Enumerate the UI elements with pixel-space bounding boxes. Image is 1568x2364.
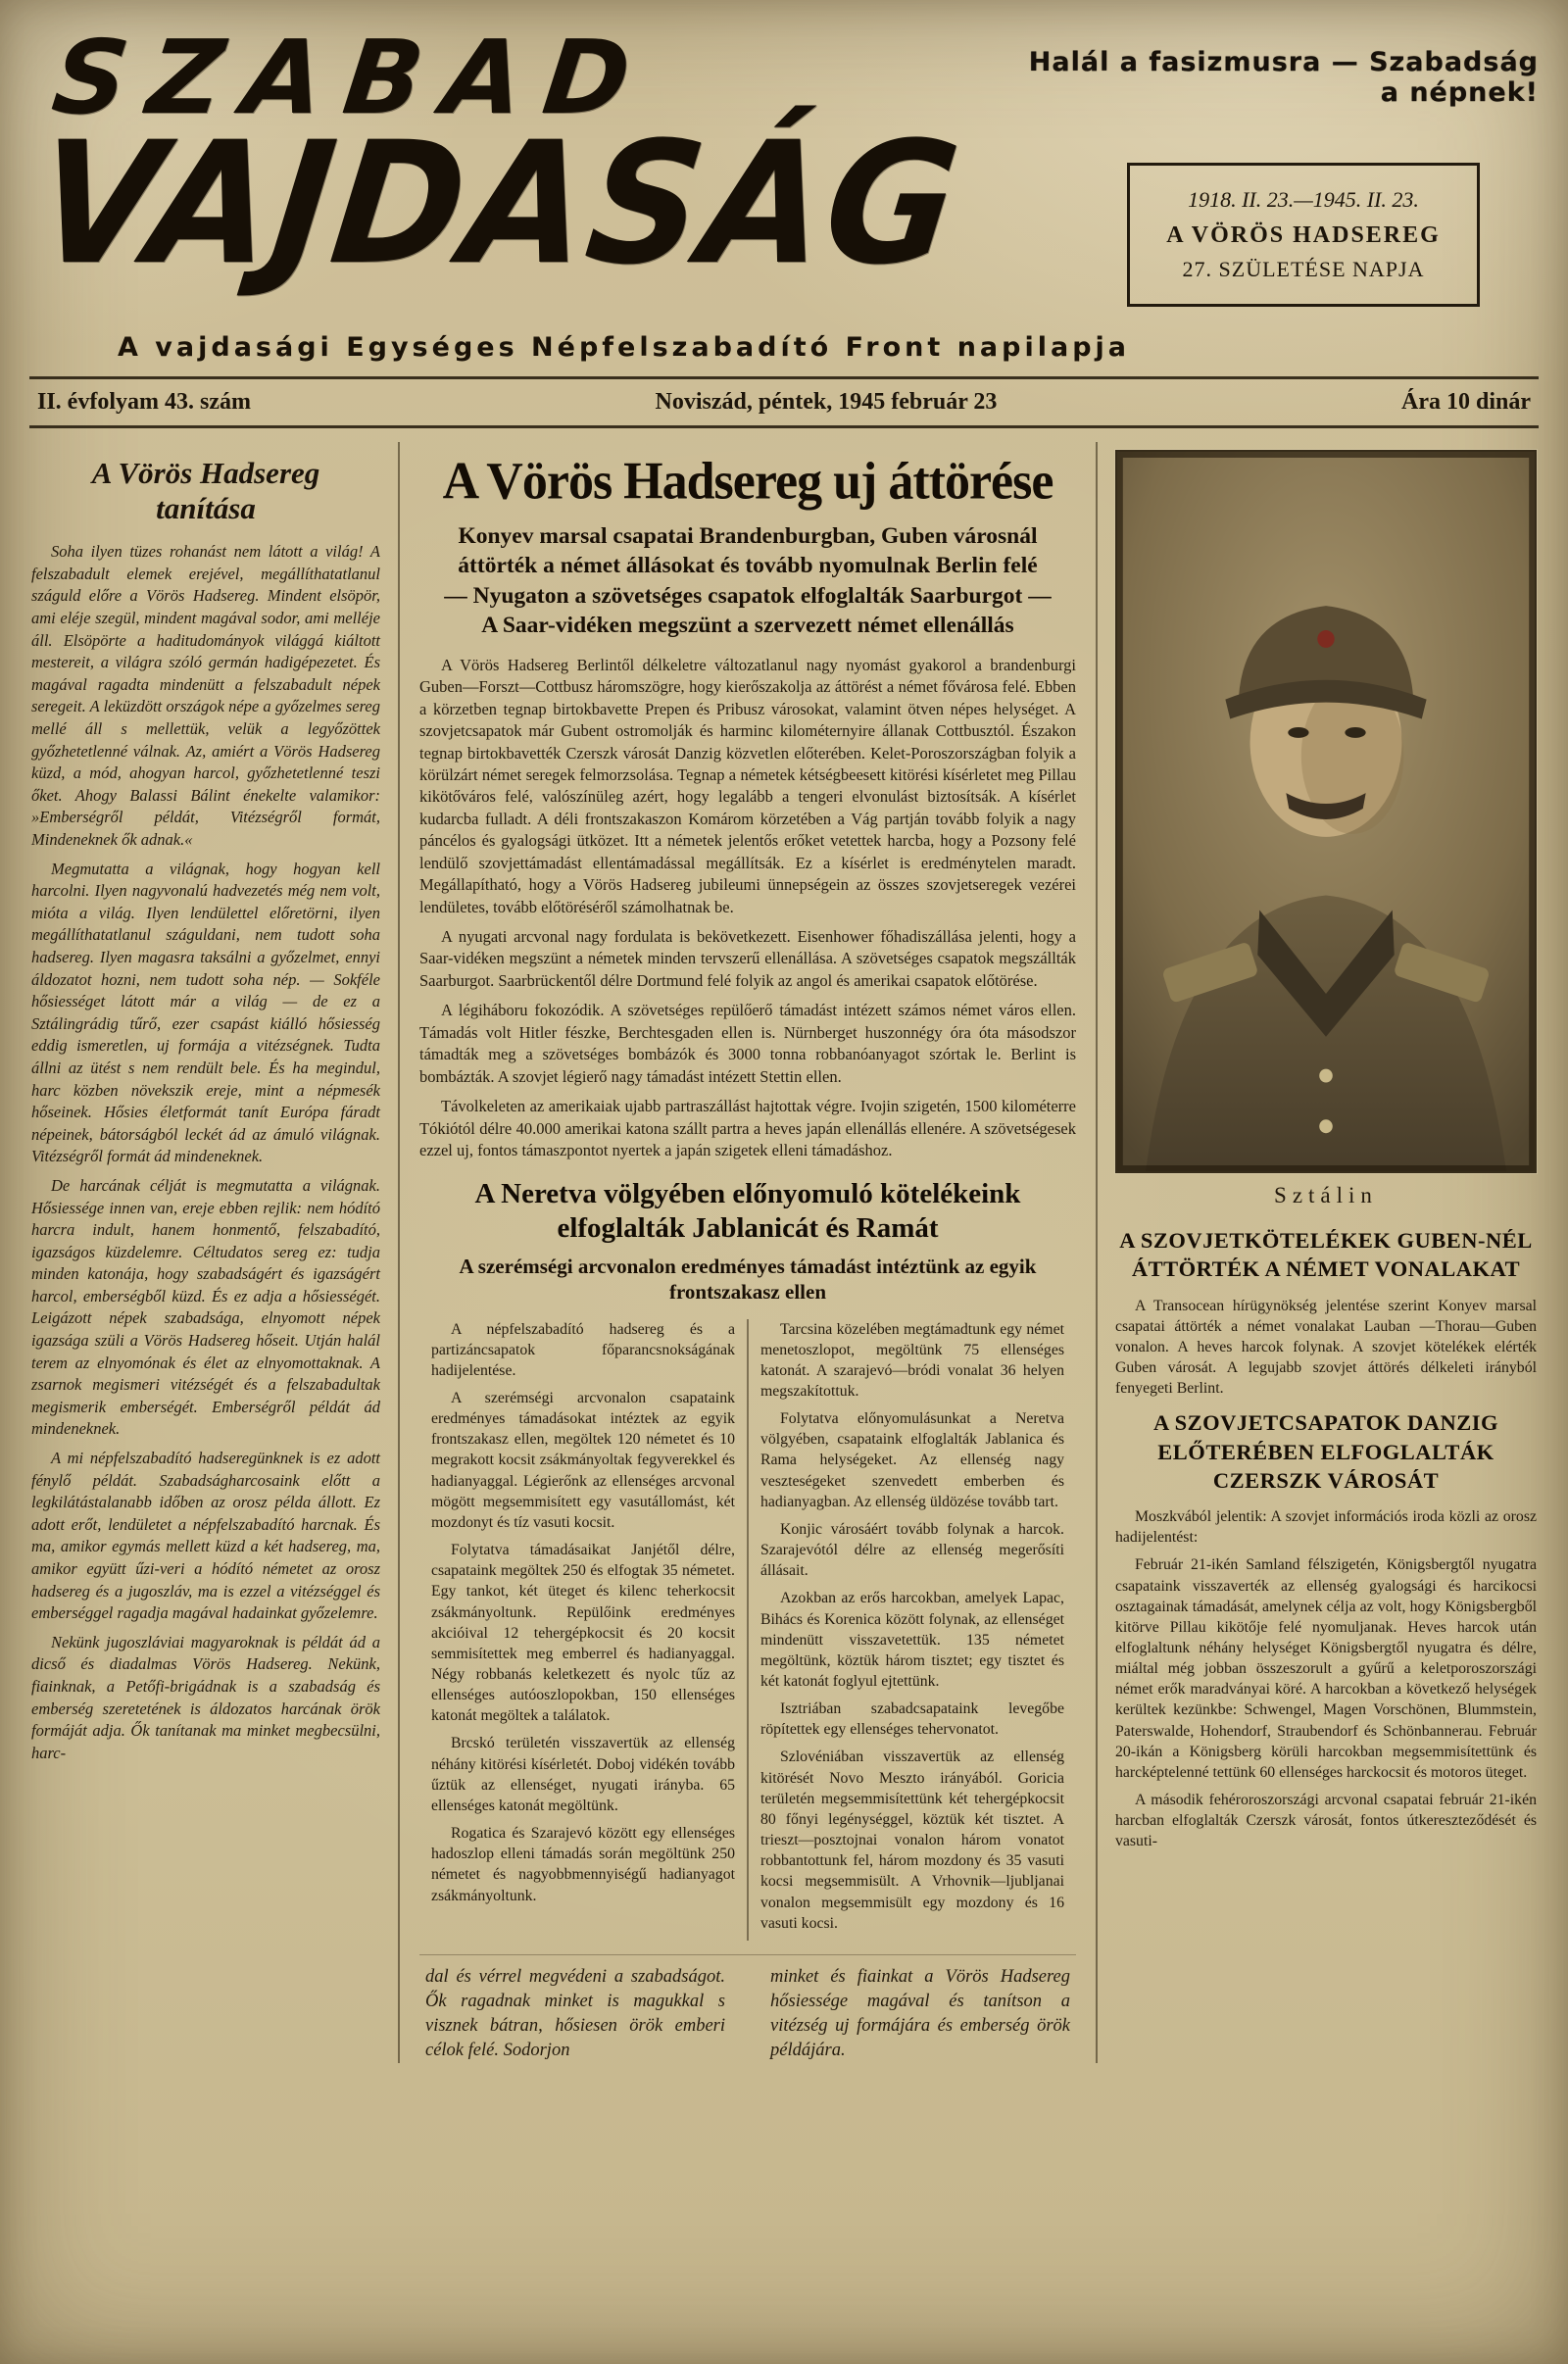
masthead-area bbox=[0, 0, 1568, 428]
neretva-column-2 bbox=[749, 1319, 1076, 1941]
paragraph: Szlovéniában visszavertük az ellenség kitörését Novo Meszto irányából. Goricia területén megsemmisítettünk két tehergépkocsit 80 főnyi legénységgel, köztük két tisztet. A trieszt—posztojnai vonalon három vonatot robbantottunk fel, három mozdony és 35 vasuti kocsi megsemmisült. A Vrhovnik—ljubljanai vonalon megsemmisült egy mozdony és 16 vasuti kocsi. bbox=[760, 1748, 1064, 1932]
neretva-headline: A Neretva völgyében előnyomuló kötelékeink elfoglalták Jablanicát és Ramát bbox=[474, 1178, 1021, 1245]
danzig-headline: A SZOVJETCSAPATOK DANZIG ELŐTERÉBEN ELFOGLALTÁK CZERSZK VÁROSÁT bbox=[1152, 1410, 1499, 1493]
paragraph: Soha ilyen tüzes rohanást nem látott a világ! A felszabadult elemek erejével, megállíthatatlanul száguld előre a Vörös Hadsereg. Mindent elsöpör, ami eléje szegül, mindent magával sodor, ami melléje áll. Elsöpörte a haditudományok világgá kiáltott mestereit, a világra szóló germán hadigépezetet. És magával ragadta mindenütt a felszabadult népek seregeit. A leküzdött országok népe a győzelmes sereg mellé áll s mellettük, velük a legyőzöttek győzhetetlenné válnak. Az, amiért a Vörös Hadsereg küzd, a mód, ahogyan harcol, győzhetetlenné teszi őket. Ahogy Balassi Bálint énekelte valamikor: »Emberségről példát, Vitézségről formát, Mindeneknek ők adnak.« bbox=[31, 542, 380, 849]
subhead-line: áttörték a német állásokat és tovább nyomulnak Berlin felé bbox=[458, 553, 1038, 579]
editorial-title-line1: A Vörös Hadsereg bbox=[91, 456, 320, 490]
neretva-columns bbox=[419, 1319, 1076, 1941]
continuation-col-1: dal és vérrel megvédeni a szabadságot. Ők ragadnak minket is magukkal s visznek bátran, hősiesen örök emberi célok felé. Sodorjon bbox=[425, 1966, 725, 2060]
main-article-column bbox=[400, 442, 1098, 2063]
photo-caption: Sztálin bbox=[1274, 1183, 1378, 1207]
anniversary-occasion: 27. SZÜLETÉSE NAPJA bbox=[1182, 257, 1425, 281]
header-top-row bbox=[25, 18, 1539, 307]
divider-rule-top bbox=[29, 376, 1539, 379]
paragraph: Megmutatta a világnak, hogy hogyan kell harcolni. Ilyen nagyvonalú hadvezetés még nem volt, mióta a világ. Ilyen lendülettel előretörni, ilyen megállíthatatlanul száguldani, nem tudott soha hadsereg. Ilyen magasra taksálni a győzelmet, ennyi áldozatot hozni, nem tudott soha nép. — Sokféle hősiességet látott már a világ — de ez a Sztálingrádig tűrő, ezer csapást kiálló hősiesség eddig ismeretlen, uj formája a vitézségnek. Tudta állni az ütést s nem rendült bele. És ha megindul, harc közben növekszik ereje, mint a népmesék hőseinek. Hősies életformát tanít Európa fáradt népeinek, bátorságból leckét ád az ámuló világnak. Vitézségről formát ád mindeneknek. bbox=[31, 859, 380, 1166]
neretva-article bbox=[419, 1177, 1076, 1940]
anniversary-dates: 1918. II. 23.—1945. II. 23. bbox=[1188, 187, 1419, 212]
editorial-title bbox=[31, 456, 380, 525]
paragraph: Azokban az erős harcokban, amelyek Lapac, Bihács és Korenica között folynak, az ellenséget mindenütt visszavetettük. 135 németet megöltünk, köztük három tisztet; egy tisztet és két katonát foglyul ejtettünk. bbox=[760, 1590, 1064, 1690]
subhead-line: A Saar-vidéken megszünt a szervezett német ellenállás bbox=[481, 613, 1014, 639]
subhead-line: Konyev marsal csapatai Brandenburgban, Guben városnál bbox=[458, 522, 1038, 549]
paragraph: Nekünk jugoszláviai magyaroknak is példát ád a dicső és diadalmas Vörös Hadsereg. Nekünk, fiainknak, a Petőfi-brigádnak is a szabadság és emberség szeretetének is áldozatos harcának örök formáját adja. Ők tanítanak ma minket megbecsülni, harc- bbox=[31, 1632, 380, 1762]
paragraph: A második fehéroroszországi arcvonal csapatai február 21-ikén harcban elfoglalták Czerszk városát, fontos útkereszteződését és vasuti- bbox=[1115, 1792, 1537, 1850]
paragraph: Február 21-ikén Samland félszigetén, Königsbergtől nyugatra csapataink visszaverték az ellenség gyalogsági és harcikocsi osztagainak támadását, amelynek célja az volt, hogy Königsbergből kitörve Pillau kikötője felé nyomuljanak. Heves harcok után elfoglaltunk néhány helységet Königsbergtől nyugatra és délre, miáltal még jobban összeszorult a gyűrű a keletporoszországi német erők maradványai köré. A harcokban a következő helységek kerültek kezünkbe: Schwengel, Magen Vorschönen, Blummstein, Paterswalde, Hohendorf, Straubendorf és Schönbannerau. Február 20-ikán a Königsberg körüli harcokban megsemmisítettünk és harcképtelenné tettünk 60 ellenséges harckocsit és motoros üteget. bbox=[1115, 1556, 1537, 1781]
paragraph: Távolkeleten az amerikaiak ujabb partraszállást hajtottak végre. Ivojin szigetén, 1500 kilométerre Tókiótól délre 40.000 amerikai katona szállt partra a heves japán ellenállás ellenére. A szövetségesek ezzel uj, fontos támaszpontot nyertek a japán szigetek elleni támadáshoz. bbox=[419, 1097, 1076, 1159]
slogan: Halál a fasizmusra — Szabadság a népnek! bbox=[1028, 47, 1539, 108]
subhead-line: — Nyugaton a szövetséges csapatok elfoglalták Saarburgot — bbox=[444, 582, 1052, 609]
stalin-portrait-photo bbox=[1115, 450, 1537, 1173]
danzig-body bbox=[1115, 1506, 1537, 1852]
main-subheads bbox=[425, 521, 1070, 641]
guben-article bbox=[1115, 1226, 1537, 1399]
neretva-column-1 bbox=[419, 1319, 749, 1941]
paragraph: Isztriában szabadcsapataink levegőbe röpítettek egy ellenséges tehervonatot. bbox=[760, 1700, 1064, 1739]
paragraph: A Vörös Hadsereg Berlintől délkeletre változatlanul nagy nyomást gyakorol a brandenburgi Guben—Forszt—Cottbusz háromszögre, hogy kierőszakolja az áttörést a német fővárosa felé. Ebben a körzetben tegnap birtokbavette Prepen és Pribusz városokat, valamint ötven népes helységet. A szovjetcsapatok már Gubent ostromolják és harminc kilométernyire állanak Cottbusztól. Északon tegnap birtokbavették Czerszk városát Danzig közvetlen előterében. Kelet-Poroszországban folyik a körülzárt német seregek felmorzsolása. Tegnap a németek kétségbeesett kitörési kísérletet meg Pillau kikötőváros felé, valószínüleg azért, hogy legalább a tengeri elvonulást biztosítsák. A kísérlet kudarcba fulladt. A déli frontszakaszon Komárom körzetében a Vág partján tovább folyik a nagy páncélos és gyalogsági ütközet. Itt a németek jelentős erőket vetettek harcba, hogy a Pozsony felé lendülő szovjettámadást ellentámadással megállítsák. Ez a kísérlet is eredménytelen maradt. Megállapítható, hogy a Vörös Hadsereg jubileumi ünnepségein az összes szovjetseregek vezérei lendületes, tovább előtöréséről számolhatnak be. bbox=[419, 655, 1076, 916]
paragraph: A Transocean hírügynökség jelentése szerint Konyev marsal csapatai áttörték a német vonalakat Lauban —Thorau—Guben vonalon. A heves harcok folynak. A szovjet kötelékek elérték Guben városát. A legujabb szovjet áttörés délkeleti irányból fenyegeti Berlint. bbox=[1115, 1297, 1537, 1398]
paragraph: A népfelszabadító hadsereg és a partizáncsapatok főparancsnokságának hadijelentése. bbox=[431, 1320, 735, 1379]
paragraph: A légiháboru fokozódik. A szövetséges repülőerő támadást intézett számos német város ellen. Támadás volt Hitler fészke, Berchtesgaden ellen is. Nürnberget huszonnégy óra óta másodszor támadták meg a szövetséges bombázók és 3000 tonna robbanóanyagot szórtak le. Berlint is bombázták. A szovjet légierő nagy támadást intézett Stettin ellen. bbox=[419, 1001, 1076, 1086]
date-row bbox=[29, 379, 1539, 425]
anniversary-subject: A VÖRÖS HADSEREG bbox=[1166, 222, 1441, 248]
main-headline: A Vörös Hadsereg uj áttörése bbox=[442, 452, 1054, 512]
editorial-body bbox=[31, 541, 380, 1764]
paragraph: A mi népfelszabadító hadseregünknek is ez adott fénylő példát. Szabadságharcosaink előtt a legkilátástalanabb időben az orosz példa állott. Ez adott erőt, lendületet a népfelszabadító harcnak. És ma, amikor egymás mellett küzd a két hadsereg, ma, amikor együtt űzi-veri a hódító németet az orosz hadsereg és a jugoszláv, ma is ezzel a vitézséggel és emberséggel ragadja magával hadainkat győzelemre. bbox=[31, 1449, 380, 1623]
paragraph: Tarcsina közelében megtámadtunk egy német menetoszlopot, megöltünk 75 ellenséges katonát. A szarajevó—bródi vonalat 36 helyen megszakítottuk. bbox=[760, 1320, 1064, 1400]
paragraph: Moszkvából jelentik: A szovjet információs iroda közli az orosz hadijelentést: bbox=[1115, 1508, 1537, 1547]
paragraph: Folytatva támadásaikat Janjétől délre, csapataink megöltek 250 és elfogtak 35 németet. Egy tankot, két üteget és kilenc teherkocsit zsákmányoltunk. Repülőink eredményes akcióival 12 tehergépkocsit és 20 kocsit semmisítettek meg emberrel és hadianyaggal. Négy robbanás keletkezett és nyolc tűz az ellenséges autóoszlopokban, 150 ellenséges katonát megöltek a találatok. bbox=[431, 1542, 735, 1725]
continuation-col-2: minket és fiainkat a Vörös Hadsereg hősiessége magával és tanítson a vitézség uj formájára és emberség örök példájára. bbox=[770, 1966, 1070, 2060]
editorial-continuation bbox=[419, 1954, 1076, 2063]
stalin-portrait-illustration bbox=[1117, 452, 1535, 1171]
title-line-2: VAJDASÁG bbox=[25, 104, 970, 302]
editorial-title-line2: tanítása bbox=[156, 490, 256, 525]
tagline: A vajdasági Egységes Népfelszabadító Front napilapja bbox=[118, 332, 1131, 363]
right-news-column bbox=[1098, 442, 1539, 2063]
paragraph: Konjic városáért tovább folynak a harcok. Szarajevótól délre az ellenség megerősíti állásait. bbox=[760, 1520, 1064, 1580]
dateline: Noviszád, péntek, 1945 február 23 bbox=[655, 389, 998, 415]
price: Ára 10 dinár bbox=[1400, 389, 1531, 415]
neretva-subhead: A szerémségi arcvonalon eredményes támadást intéztünk az egyik frontszakasz ellen bbox=[459, 1255, 1037, 1305]
paragraph: A szerémségi arcvonalon csapataink eredményes támadásokat intéztek az egyik frontszakasz ellen, megöltek 120 németet és 10 megrakott kocsit zsákmányoltak fegyverekkel és hadianyaggal. Légierőnk az ellenséges arcvonal mögött megsemmisített egy vasutállomást, két mozdonyt és tíz vasuti kocsit. bbox=[431, 1389, 735, 1531]
guben-headline: A SZOVJETKÖTELÉKEK GUBEN-NÉL ÁTTÖRTÉK A NÉMET VONALAKAT bbox=[1119, 1228, 1533, 1282]
page-content bbox=[0, 428, 1568, 2063]
paragraph: Brcskó területén visszavertük az ellenség néhány kitörési kísérletét. Doboj vidékén tovább űztük az ellenséget, nyugati irányba. 65 ellenséges katonát megöltünk. bbox=[431, 1735, 735, 1814]
left-editorial-column bbox=[29, 442, 400, 2063]
newspaper-title bbox=[25, 18, 1048, 302]
title-line-1: SZABAD bbox=[46, 18, 659, 137]
main-article-body bbox=[419, 655, 1076, 1162]
anniversary-box bbox=[1127, 163, 1480, 307]
paragraph: A nyugati arcvonal nagy fordulata is bekövetkezett. Eisenhower főhadiszállása jelenti, hogy a Saar-vidéken megszünt a németek minden tervszerű ellenállása. A szövetséges csapatok megszállták Saarburgot. Saarbrückentől délre Dortmund felé folyik az angol és amerikai csapatok előtörése. bbox=[419, 927, 1076, 990]
paragraph: Rogatica és Szarajevó között egy ellenséges hadoszlop elleni támadás során megöltünk 250 németet és nagyobbmennyiségű hadianyagot zsákmányoltunk. bbox=[431, 1825, 735, 1904]
issue-number: II. évfolyam 43. szám bbox=[37, 389, 251, 415]
header-right bbox=[1018, 33, 1539, 307]
guben-body bbox=[1115, 1296, 1537, 1400]
paragraph: De harcának célját is megmutatta a világnak. Hősiessége innen van, ereje ebben rejlik: nem hódító harcra indult, hanem honmentő, felszabadító, igazságos küzdelemre. Céltudatos sereg ez: tudja minden katonája, hogy szabadságért és igazságért harcol, emberségből küzd. És ez adja a hősiességét. Leigázott népek szabadsága, elnyomott népek igazsága szüli a Vörös Hadsereg hőseit. Utján halál terem az elnyomónak és élet az elnyomottaknak. A zsarnok megismeri vitézségét és a felszabadultak megismerik emberségét. Emberségről példát ád mindeneknek. bbox=[31, 1175, 380, 1439]
danzig-article bbox=[1115, 1408, 1537, 1851]
paragraph: Folytatva előnyomulásunkat a Neretva völgyében, csapataink elfoglalták Jablanica és Rama helységeket. Az ellenség nagy veszteségeket szenvedett emberben és hadianyagban. Az ellenség üldözése tovább tart. bbox=[760, 1410, 1064, 1510]
